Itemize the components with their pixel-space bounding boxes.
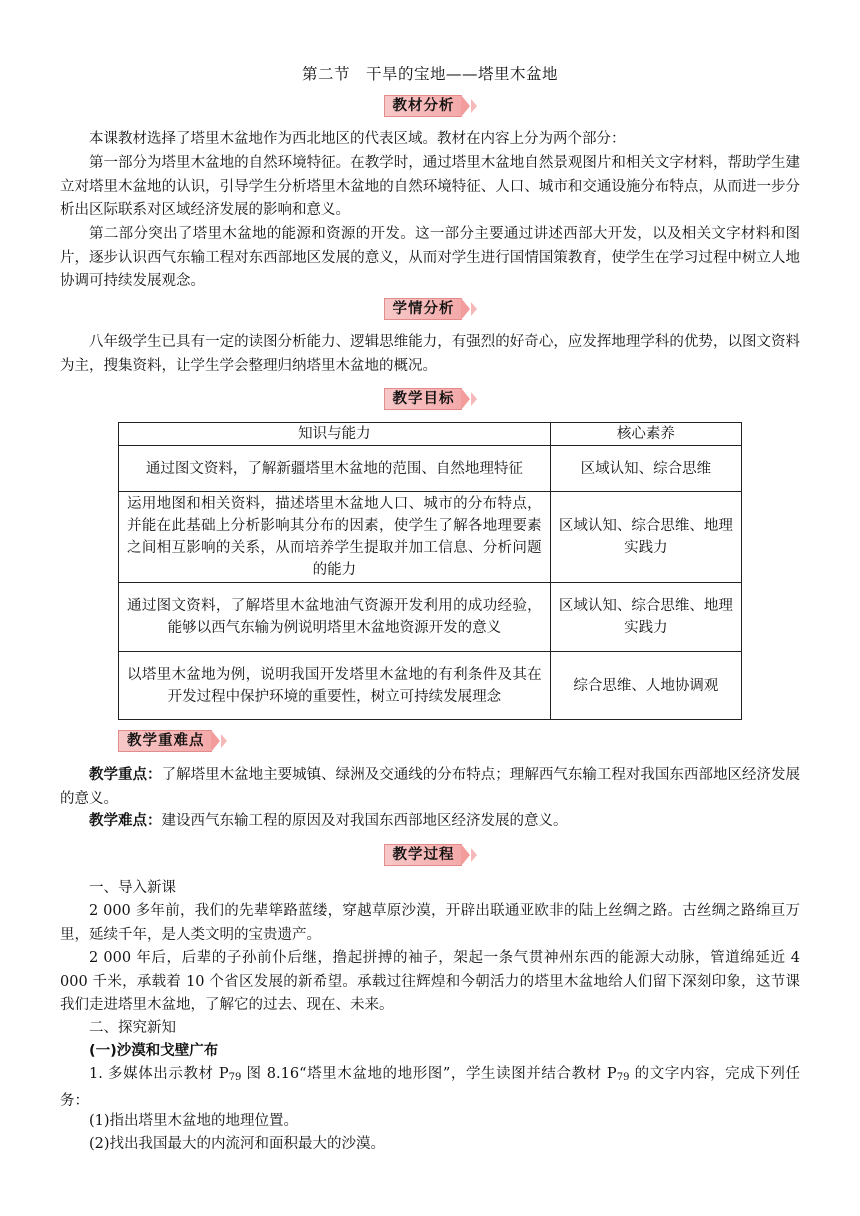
section-heading-intro: 一、导入新课 <box>89 880 176 896</box>
badge-label: 学情分析 <box>384 298 462 320</box>
badge-label: 教材分析 <box>384 95 462 117</box>
badge-arrow-icon <box>211 730 220 752</box>
badge-arrow-icon <box>221 734 227 748</box>
badge-arrow-icon <box>461 844 470 866</box>
badge-label: 教学重难点 <box>118 730 212 752</box>
badge-material-analysis <box>0 95 860 117</box>
table-row <box>119 652 742 720</box>
section-heading-explore: 二、探究新知 <box>89 1020 176 1036</box>
table-cell-literacy: 综合思维、人地协调观 <box>550 652 741 720</box>
badge-key-points <box>118 730 227 752</box>
material-part-two: 第二部分突出了塔里木盆地的能源和资源的开发。这一部分主要通过讲述西部大开发，以及相关文字材料和图片，逐步认识西气东输工程对东西部地区发展的意义，从而对学生进行国情国策教育，使学生在学习过程中树立人地协调可持续发展观念。 <box>60 226 800 290</box>
table-cell-knowledge: 以塔里木盆地为例，说明我国开发塔里木盆地的有利条件及其在开发过程中保护环境的重要性，树立可持续发展理念 <box>119 652 551 720</box>
page-ref: 79 <box>228 1072 242 1083</box>
task-question-1: (1)指出塔里木盆地的地理位置。 <box>89 1113 299 1129</box>
section-title: 第二节 干旱的宝地——塔里木盆地 <box>301 65 558 83</box>
table-cell-knowledge: 通过图文资料，了解新疆塔里木盆地的范围、自然地理特征 <box>119 446 551 492</box>
table-header-knowledge: 知识与能力 <box>119 423 551 446</box>
task-question-2: (2)找出我国最大的内流河和面积最大的沙漠。 <box>89 1136 386 1152</box>
badge-arrow-icon <box>461 95 470 117</box>
subsection-heading: (一)沙漠和戈壁广布 <box>89 1043 219 1059</box>
focus-text: 了解塔里木盆地主要城镇、绿洲及交通线的分布特点；理解西气东输工程对我国东西部地区经济发展的意义。 <box>60 767 801 807</box>
badge-arrow-icon <box>471 392 477 406</box>
material-intro: 本课教材选择了塔里木盆地作为西北地区的代表区域。教材在内容上分为两个部分： <box>89 131 626 147</box>
table-cell-literacy: 区域认知、综合思维 <box>550 446 741 492</box>
table-header-row <box>119 423 742 446</box>
table-row <box>119 492 742 583</box>
intro-paragraph-1: 2 000 多年前，我们的先辈筚路蓝缕，穿越草原沙漠，开辟出联通亚欧非的陆上丝绸之路。古丝绸之路绵亘万里，延续千年，是人类文明的宝贵遗产。 <box>60 903 800 943</box>
badge-arrow-icon <box>471 302 477 316</box>
badge-teaching-process <box>0 844 860 866</box>
badge-arrow-icon <box>471 99 477 113</box>
badge-teaching-goals <box>0 388 860 410</box>
badge-student-analysis <box>0 298 860 320</box>
badge-arrow-icon <box>461 388 470 410</box>
badge-arrow-icon <box>461 298 470 320</box>
table-row <box>119 446 742 492</box>
task-instruction <box>60 1063 800 1113</box>
table-cell-knowledge: 通过图文资料，了解塔里木盆地油气资源开发利用的成功经验，能够以西气东输为例说明塔里木盆地资源开发的意义 <box>119 583 551 652</box>
badge-label: 教学目标 <box>384 388 462 410</box>
goals-table <box>118 422 742 720</box>
table-header-literacy: 核心素养 <box>550 423 741 446</box>
material-part-one: 第一部分为塔里木盆地的自然环境特征。在教学时，通过塔里木盆地自然景观图片和相关文字材料，帮助学生建立对塔里木盆地的认识，引导学生分析塔里木盆地的自然环境特征、人口、城市和交通设施分布特点，从而进一步分析出区际联系对区域经济发展的影响和意义。 <box>60 155 800 219</box>
teaching-difficulty <box>60 810 800 834</box>
table-cell-literacy: 区域认知、综合思维、地理实践力 <box>550 492 741 583</box>
student-analysis-text: 八年级学生已具有一定的读图分析能力、逻辑思维能力，有强烈的好奇心，应发挥地理学科的优势，以图文资料为主，搜集资料，让学生学会整理归纳塔里木盆地的概况。 <box>60 334 800 374</box>
table-cell-literacy: 区域认知、综合思维、地理实践力 <box>550 583 741 652</box>
task-text-c: 的文字内容，完成下列任务： <box>60 1066 801 1109</box>
badge-arrow-icon <box>471 848 477 862</box>
task-text-b: 图 8.16“塔里木盆地的地形图”，学生读图并结合教材 P <box>241 1066 617 1082</box>
table-row <box>119 583 742 652</box>
badge-label: 教学过程 <box>384 844 462 866</box>
focus-label: 教学重点： <box>89 767 162 783</box>
table-cell-knowledge: 运用地图和相关资料，描述塔里木盆地人口、城市的分布特点，并能在此基础上分析影响其分布的因素，使学生了解各地理要素之间相互影响的关系，从而培养学生提取并加工信息、分析问题的能力 <box>119 492 551 583</box>
page-ref: 79 <box>616 1072 630 1083</box>
intro-paragraph-2: 2 000 年后，后辈的子孙前仆后继，撸起拼搏的袖子，架起一条气贯神州东西的能源大动脉，管道绵延近 4 000 千米，承载着 10 个省区发展的新希望。承载过往辉煌和今朝活力的塔里木盆地给人们留下深刻印象，这节课我们走进塔里木盆地，了解它的过去、现在、未来。 <box>60 950 800 1014</box>
task-text-a: 1. 多媒体出示教材 P <box>89 1066 229 1082</box>
difficulty-label: 教学难点： <box>89 813 162 829</box>
teaching-focus <box>60 764 800 811</box>
difficulty-text: 建设西气东输工程的原因及对我国东西部地区经济发展的意义。 <box>161 813 568 829</box>
